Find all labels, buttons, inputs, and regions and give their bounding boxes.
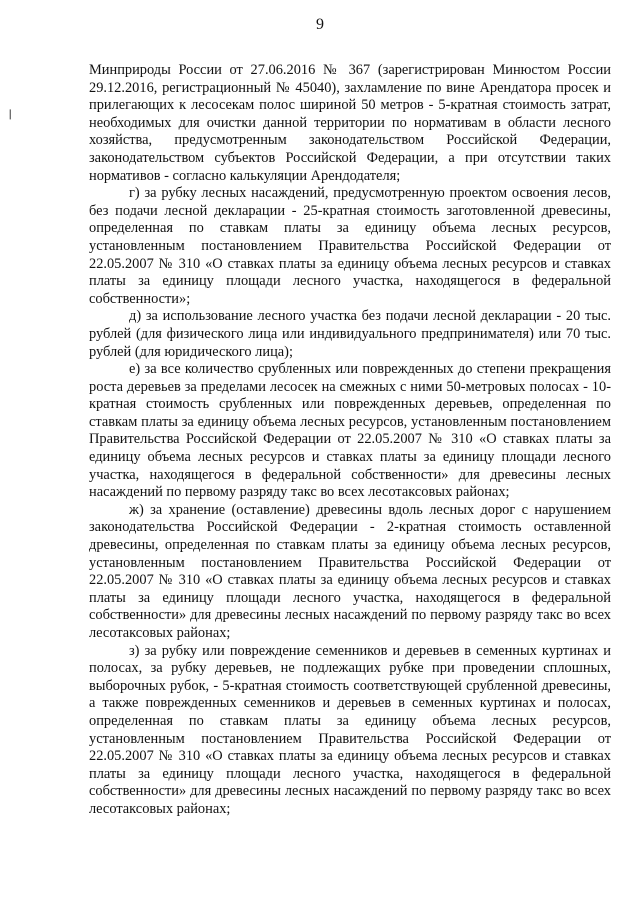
paragraph-g: г) за рубку лесных насаждений, предусмотренную проектом освоения лесов, без подачи лесной декларации - 25-кратная стоимость заготовленной древесины, определенная по ставкам платы за единицу объема лесных ресурсов, установленным постановлением Правительства Российской Федерации от 22.05.2007 № 310 «О ставках платы за единицу объема лесных ресурсов и ставках платы за единицу площади лесного участка, находящегося в федеральной собственности»; (89, 185, 611, 307)
paragraph-d: д) за использование лесного участка без подачи лесной декларации - 20 тыс. рублей (для физического лица или индивидуального предпринимателя) или 70 тыс. рублей (для юридического лица); (89, 308, 611, 360)
paragraph-z: з) за рубку или повреждение семенников и деревьев в семенных куртинах и полосах, за рубку деревьев, не подлежащих рубке при проведении сплошных, выборочных рубок, - 5-кратная стоимость соответствующей срубленной древесины, а также поврежденных семенников и деревьев в семенных куртинах и полосах, определенная по ставкам платы за единицу объема лесных ресурсов, установленным постановлением Правительства Российской Федерации от 22.05.2007 № 310 «О ставках платы за единицу объема лесных ресурсов и ставках платы за единицу площади лесного участка, находящегося в федеральной собственности» для древесины лесных насаждений по первому разряду такс во всех лесотаксовых районах; (89, 642, 611, 817)
margin-mark: ❘ (6, 109, 15, 120)
paragraph-e: е) за все количество срубленных или поврежденных до степени прекращения роста деревьев за пределами лесосек на смежных с ними 50-метровых полосах - 10-кратная стоимость срубленных или поврежденных деревьев, определенная по ставкам платы за единицу объема лесных ресурсов, установленным постановлением Правительства Российской Федерации от 22.05.2007 № 310 «О ставках платы за единицу объема лесных ресурсов и ставках платы за единицу площади лесного участка, находящегося в федеральной собственности» для древесины лесных насаждений по первому разряду такс во всех лесотаксовых районах; (89, 361, 611, 501)
document-body (89, 62, 611, 819)
page-number: 9 (316, 16, 324, 33)
paragraph-zh: ж) за хранение (оставление) древесины вдоль лесных дорог с нарушением законодательства Российской Федерации - 2-кратная стоимость оставленной древесины, определенная по ставкам платы за единицу объема лесных ресурсов, установленным постановлением Правительства Российской Федерации от 22.05.2007 № 310 «О ставках платы за единицу объема лесных ресурсов и ставках платы за единицу площади лесного участка, находящегося в федеральной собственности» для древесины лесных насаждений по первому разряду такс во всех лесотаксовых районах; (89, 501, 611, 641)
paragraph-continuation: Минприроды России от 27.06.2016 № 367 (зарегистрирован Минюстом России 29.12.2016, регистрационный № 45040), захламление по вине Арендатора просек и прилегающих к лесосекам полос шириной 50 метров - 5-кратная стоимость затрат, необходимых для очистки данной территории по нормативам в области лесного хозяйства, предусмотренным законодательством Российской Федерации, законодательством субъектов Российской Федерации, а при отсутствии таких нормативов - согласно калькуляции Арендодателя; (89, 62, 611, 184)
